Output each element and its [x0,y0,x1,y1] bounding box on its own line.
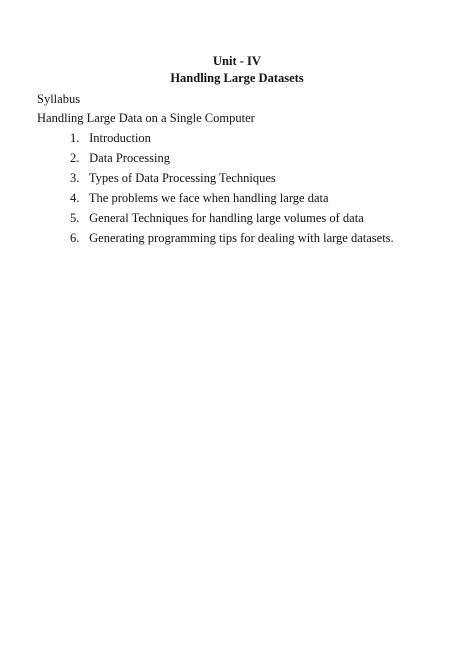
list-item-number: 4. [70,191,80,205]
section-label: Syllabus [37,92,81,106]
list-item [70,210,394,230]
list-item-number: 2. [70,151,80,165]
list-item-text: Data Processing [89,151,171,165]
list-item-text: General Techniques for handling large volumes of data [89,211,364,225]
list-item-number: 3. [70,171,80,185]
subheading: Handling Large Data on a Single Computer [37,111,255,125]
list-item-text: Introduction [89,131,151,145]
list-item-number: 1. [70,131,80,145]
list-item [70,230,394,250]
unit-title: Unit - IV [213,54,261,68]
list-item-text: Types of Data Processing Techniques [88,171,276,185]
topic-list [70,130,394,250]
list-item [70,190,394,210]
list-item [70,170,394,190]
list-item-number: 6. [70,231,80,245]
list-item [70,130,394,150]
subject-title: Handling Large Datasets [170,71,304,85]
list-item [70,150,394,170]
list-item-number: 5. [70,211,80,225]
list-item-text: The problems we face when handling large data [88,191,329,205]
list-item-text: Generating programming tips for dealing with large datasets. [89,231,394,245]
title-block [0,53,474,87]
